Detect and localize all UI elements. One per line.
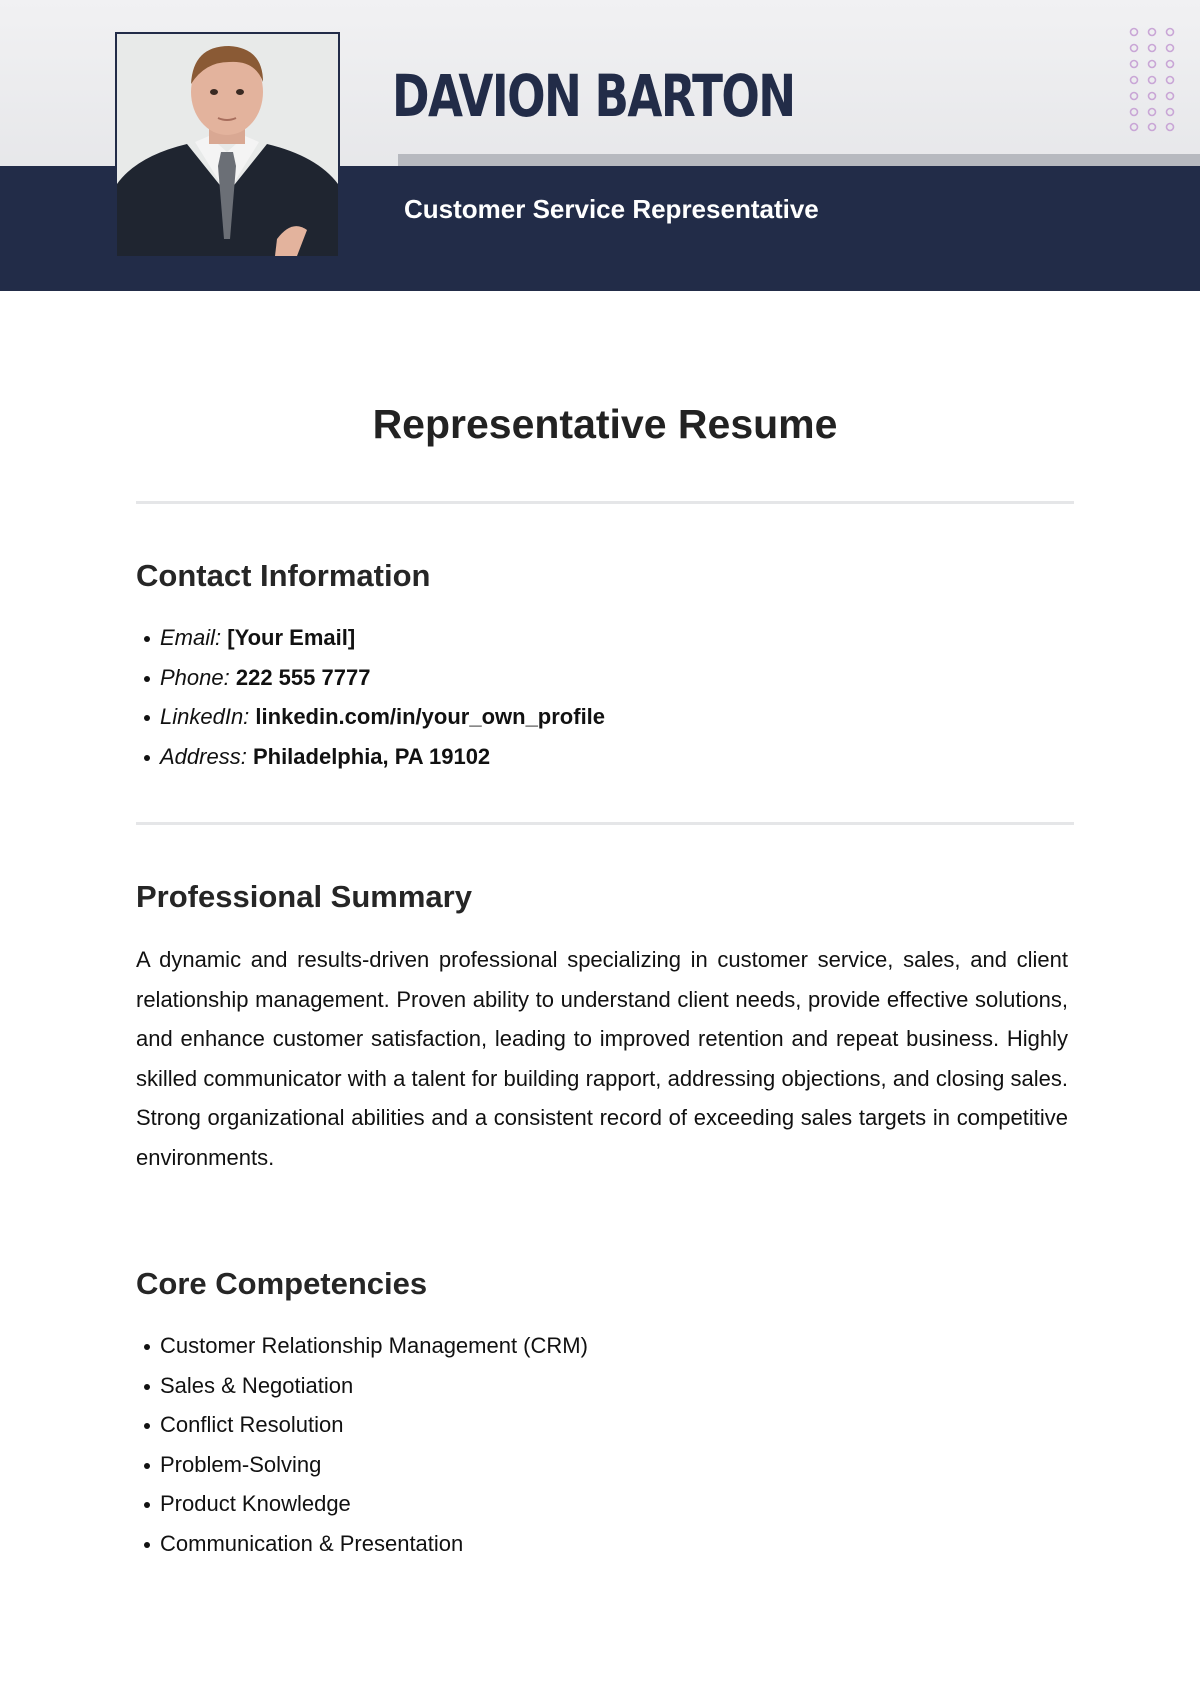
contact-value: linkedin.com/in/your_own_profile [255, 704, 606, 729]
contact-item-email [136, 618, 605, 658]
competencies-list [136, 1326, 588, 1563]
contact-label: Email: [160, 625, 222, 650]
section-title-contact: Contact Information [136, 558, 431, 593]
summary-paragraph: A dynamic and results-driven professional specializing in customer service, sales, and client relationship management. Proven ability to understand client needs, provide effective solutions, and enhance customer satisfaction, leading to improved retention and repeat business. Highly skilled communicator with a talent for building rapport, addressing objections, and closing sales. Strong organizational abilities and a consistent record of exceeding sales targets in competitive environments. [136, 947, 1068, 1170]
document-title: Representative Resume [372, 401, 838, 447]
contact-item-linkedin [136, 697, 605, 737]
contact-label: Address: [160, 743, 247, 769]
header-accent-stripe [398, 154, 1200, 166]
competency-item: Communication & Presentation [136, 1524, 588, 1564]
decorative-dots-icon [1128, 26, 1176, 132]
competency-item: Problem-Solving [136, 1445, 588, 1485]
candidate-name: DAVION BARTON [392, 62, 795, 130]
divider [136, 501, 1074, 504]
portrait-photo-icon [117, 34, 338, 256]
contact-item-address [136, 737, 605, 777]
competency-item: Sales & Negotiation [136, 1366, 588, 1406]
contact-label: LinkedIn: [160, 704, 250, 729]
competency-item: Customer Relationship Management (CRM) [136, 1326, 588, 1366]
divider [136, 822, 1074, 825]
competency-item: Product Knowledge [136, 1484, 588, 1524]
contact-item-phone [136, 658, 605, 698]
contact-label: Phone: [160, 664, 230, 690]
competency-item: Conflict Resolution [136, 1405, 588, 1445]
profile-photo [115, 32, 340, 258]
section-title-summary: Professional Summary [136, 879, 472, 914]
contact-value: 222 555 7777 [235, 664, 371, 690]
contact-value: Philadelphia, PA 19102 [252, 743, 491, 769]
contact-value: [Your Email] [227, 625, 356, 650]
section-title-competencies: Core Competencies [136, 1266, 428, 1301]
candidate-role: Customer Service Representative [404, 194, 819, 224]
contact-list [136, 618, 605, 776]
